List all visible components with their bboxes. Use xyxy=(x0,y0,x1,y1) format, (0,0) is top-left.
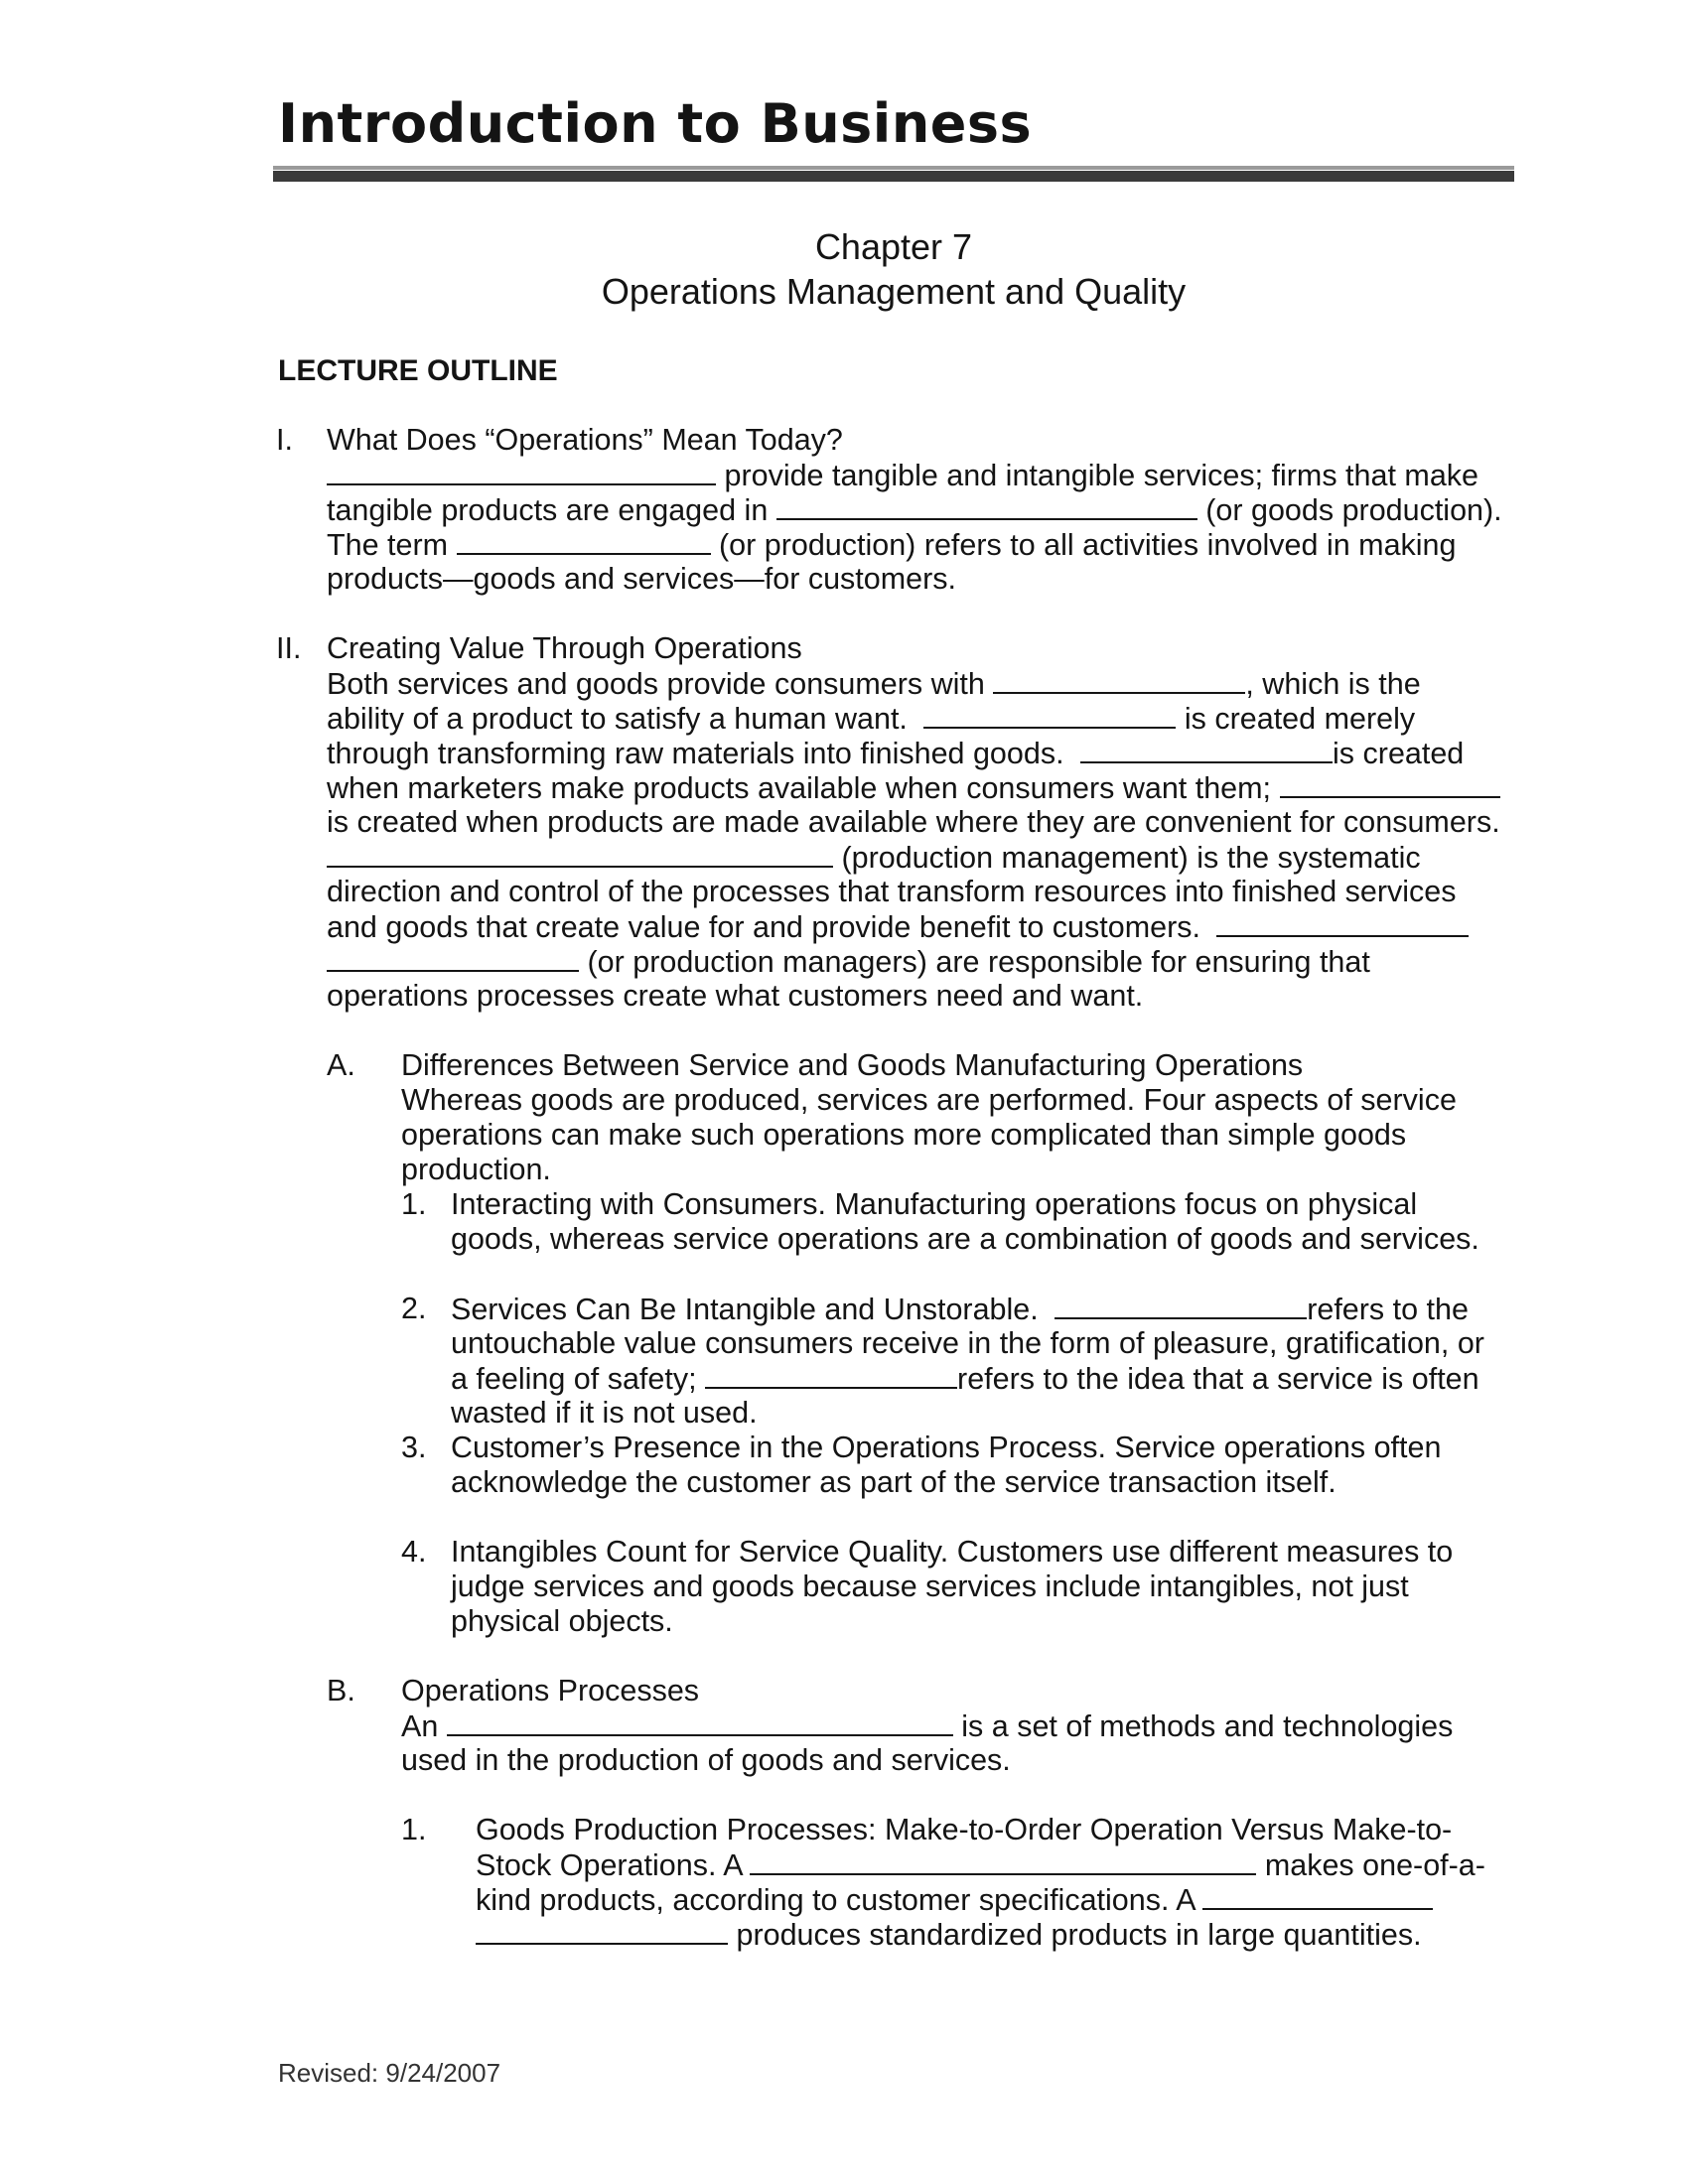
text-line: Whereas goods are produced, services are performed. Four aspects of service xyxy=(401,1083,1457,1117)
subsection-heading: Differences Between Service and Goods Manufacturing Operations xyxy=(401,1048,1304,1082)
section-heading: Creating Value Through Operations xyxy=(327,631,802,665)
text-line: The term (or production) refers to all activities involved in making xyxy=(327,528,1457,562)
fill-in-blank[interactable] xyxy=(776,494,1197,520)
text-line: provide tangible and intangible services; firms that make xyxy=(327,460,1478,491)
text-line: kind products, according to customer specifications. A xyxy=(476,1884,1433,1916)
subsection-marker: A. xyxy=(327,1048,355,1082)
text-line: production. xyxy=(401,1153,551,1186)
fill-in-blank[interactable] xyxy=(476,1919,728,1945)
chapter-title: Operations Management and Quality xyxy=(601,271,1187,312)
text-line: Goods Production Processes: Make-to-Order Operation Versus Make-to- xyxy=(476,1813,1453,1846)
fill-in-blank[interactable] xyxy=(705,1363,957,1389)
text-line: judge services and goods because services include intangibles, not just xyxy=(451,1570,1409,1603)
fill-in-blank[interactable] xyxy=(457,529,711,555)
text-line: through transforming raw materials into finished goods. is created xyxy=(327,737,1465,770)
text-line: An is a set of methods and technologies xyxy=(401,1709,1454,1743)
text-line: goods, whereas service operations are a combination of goods and services. xyxy=(451,1222,1479,1256)
text-line: produces standardized products in large quantities. xyxy=(476,1919,1422,1951)
fill-in-blank[interactable] xyxy=(1216,911,1469,937)
item-marker: 2. xyxy=(401,1292,427,1325)
fill-in-blank[interactable] xyxy=(923,703,1176,729)
text-line: Intangibles Count for Service Quality. Customers use different measures to xyxy=(451,1535,1454,1569)
item-marker: 1. xyxy=(401,1813,427,1846)
fill-in-blank[interactable] xyxy=(750,1849,1256,1875)
subsection-heading: Operations Processes xyxy=(401,1674,700,1707)
fill-in-blank[interactable] xyxy=(1055,1294,1307,1319)
chapter-number: Chapter 7 xyxy=(814,226,973,267)
text-line: physical objects. xyxy=(451,1604,673,1638)
subsection-marker: B. xyxy=(327,1674,355,1707)
fill-in-blank[interactable] xyxy=(327,460,716,485)
text-line: tangible products are engaged in (or goods production). xyxy=(327,493,1502,527)
text-line: used in the production of goods and services. xyxy=(401,1743,1011,1777)
text-line: Both services and goods provide consumers with , which is the xyxy=(327,667,1421,701)
lecture-outline-heading: LECTURE OUTLINE xyxy=(278,354,558,387)
fill-in-blank[interactable] xyxy=(447,1710,953,1736)
text-line: operations processes create what customers need and want. xyxy=(327,979,1144,1013)
item-marker: 1. xyxy=(401,1187,427,1221)
text-line: Interacting with Consumers. Manufacturing operations focus on physical xyxy=(451,1187,1418,1221)
text-line: and goods that create value for and provide benefit to customers. xyxy=(327,911,1469,943)
text-line: products—goods and services—for customers. xyxy=(327,562,956,596)
text-line: (production management) is the systematic xyxy=(327,842,1421,874)
item-marker: 4. xyxy=(401,1535,427,1569)
item-marker: 3. xyxy=(401,1431,427,1464)
header-rule-thin xyxy=(273,166,1514,170)
text-line: a feeling of safety; refers to the idea that a service is often xyxy=(451,1362,1479,1396)
section-marker: II. xyxy=(276,631,302,665)
document-header-title: Introduction to Business xyxy=(278,92,1033,155)
text-line: is created when products are made available where they are convenient for consumers. xyxy=(327,805,1500,839)
fill-in-blank[interactable] xyxy=(1080,738,1333,763)
text-line: ability of a product to satisfy a human want. is created merely xyxy=(327,702,1416,736)
text-line: Stock Operations. A makes one-of-a- xyxy=(476,1848,1485,1882)
text-line: Services Can Be Intangible and Unstorable. refers to the xyxy=(451,1293,1469,1326)
text-line: operations can make such operations more complicated than simple goods xyxy=(401,1118,1407,1152)
fill-in-blank[interactable] xyxy=(1280,772,1500,798)
text-line: wasted if it is not used. xyxy=(451,1396,758,1430)
section-heading: What Does “Operations” Mean Today? xyxy=(327,423,843,457)
fill-in-blank[interactable] xyxy=(327,842,833,868)
fill-in-blank[interactable] xyxy=(993,668,1245,694)
text-line: Customer’s Presence in the Operations Process. Service operations often xyxy=(451,1431,1442,1464)
text-line: acknowledge the customer as part of the service transaction itself. xyxy=(451,1465,1336,1499)
header-rule-thick xyxy=(273,171,1514,182)
text-line: when marketers make products available when consumers want them; xyxy=(327,772,1500,804)
fill-in-blank[interactable] xyxy=(1202,1884,1433,1910)
fill-in-blank[interactable] xyxy=(327,946,579,972)
text-line: untouchable value consumers receive in the form of pleasure, gratification, or xyxy=(451,1326,1484,1360)
text-line: (or production managers) are responsible for ensuring that xyxy=(327,946,1370,978)
text-line: direction and control of the processes that transform resources into finished services xyxy=(327,875,1457,908)
revised-date: Revised: 9/24/2007 xyxy=(278,2058,501,2088)
section-marker: I. xyxy=(276,423,293,457)
